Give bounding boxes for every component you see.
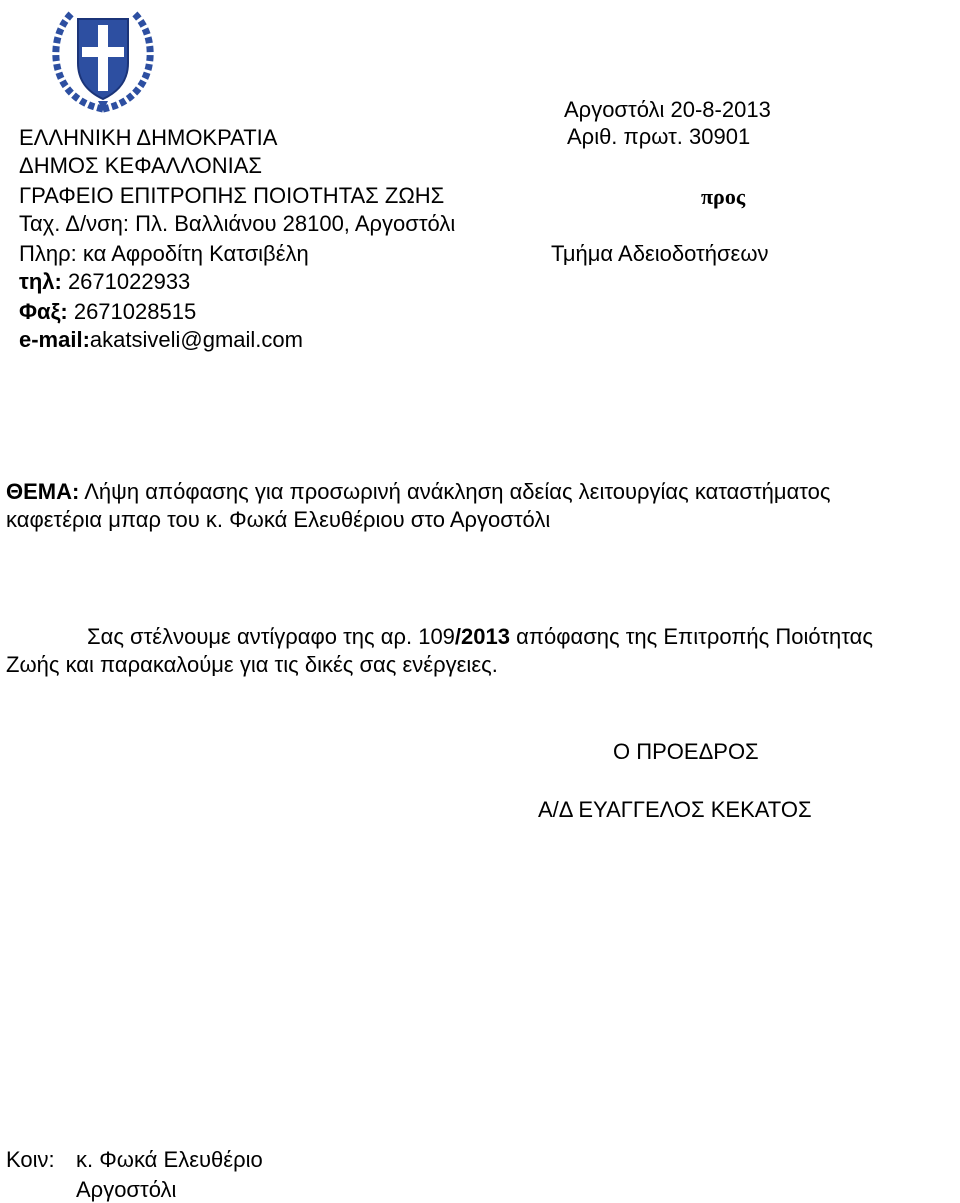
cc-label: Κοιν:	[6, 1147, 55, 1172]
greek-coat-of-arms-emblem	[48, 5, 158, 115]
fax-label: Φαξ:	[19, 299, 68, 324]
email-line	[19, 327, 303, 353]
signatory-title: Ο ΠΡΟΕΔΡΟΣ	[613, 739, 759, 764]
phone-line	[19, 269, 190, 295]
email-label: e-mail:	[19, 327, 90, 352]
body-text-1c: απόφασης της Επιτροπής Ποιότητας	[509, 624, 873, 649]
protocol-number: Αριθ. πρωτ. 30901	[567, 124, 751, 149]
body-text-2: Ζωής και παρακαλούμε για τις δικές σας ενέργειες.	[6, 652, 498, 677]
subject-text-2: καφετέρια μπαρ του κ. Φωκά Ελευθέριου στο Αργοστόλι	[6, 507, 551, 532]
cc-city: Αργοστόλι	[76, 1177, 177, 1202]
phone-label: τηλ:	[19, 269, 62, 294]
to-label: προς	[701, 184, 746, 209]
fax-number: 2671028515	[67, 299, 197, 324]
recipient: Τμήμα Αδειοδοτήσεων	[551, 241, 769, 266]
subject-label: ΘΕΜΑ:	[6, 479, 80, 504]
phone-number: 2671022933	[61, 269, 191, 294]
subject-block	[6, 478, 956, 534]
country-name: ΕΛΛΗΝΙΚΗ ΔΗΜΟΚΡΑΤΙΑ	[19, 125, 278, 150]
body-text-1a: Σας στέλνουμε αντίγραφο της αρ. 109	[87, 624, 455, 649]
municipality-name: ΔΗΜΟΣ ΚΕΦΑΛΛΟΝΙΑΣ	[19, 153, 262, 178]
subject-text-1: Λήψη απόφασης για προσωρινή ανάκληση αδείας λειτουργίας καταστήματος	[79, 479, 831, 504]
body-block	[6, 623, 956, 679]
cc-recipient: κ. Φωκά Ελευθέριο	[76, 1147, 263, 1172]
contact-person: Πληρ: κα Αφροδίτη Κατσιβέλη	[19, 241, 309, 266]
fax-line	[19, 299, 196, 325]
office-name: ΓΡΑΦΕΙΟ ΕΠΙΤΡΟΠΗΣ ΠΟΙΟΤΗΤΑΣ ΖΩΗΣ	[19, 183, 445, 208]
body-decision-year: /2013	[454, 624, 510, 649]
email-address: akatsiveli@gmail.com	[89, 327, 303, 352]
place-and-date: Αργοστόλι 20-8-2013	[564, 97, 771, 122]
subject-line-1	[6, 478, 956, 506]
signatory-name: Α/Δ ΕΥΑΓΓΕΛΟΣ ΚΕΚΑΤΟΣ	[538, 797, 812, 822]
body-line-1	[6, 623, 956, 651]
postal-address: Ταχ. Δ/νση: Πλ. Βαλλιάνου 28100, Αργοστόλι	[19, 211, 456, 236]
